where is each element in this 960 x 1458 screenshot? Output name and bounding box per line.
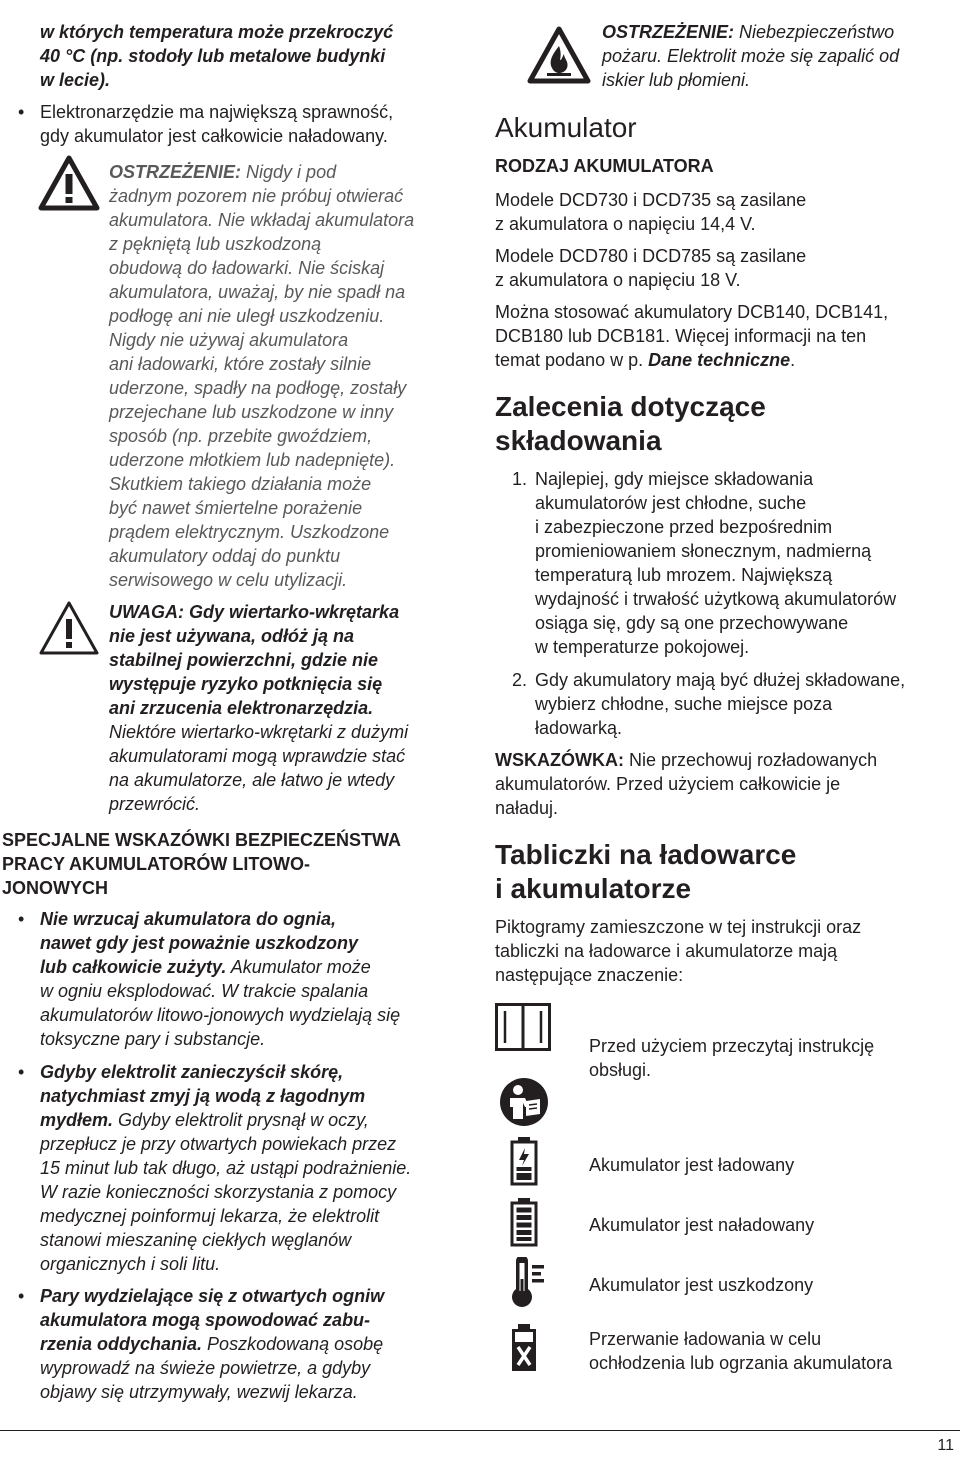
bullet-dot: •	[18, 1062, 25, 1082]
bullet-dot: •	[18, 909, 25, 929]
li-fire: Nie wrzucaj akumulatora do ognia, nawet gdy jest poważnie uszkodzony lub całkowicie zużyty. Akumulator może w ogniu eksplodować. W trakcie spalania akumulatorów litowo-jonowych wydzielają się toksyczne pary i substancje.	[40, 909, 401, 1049]
pictogram-damaged-text: Akumulator jest uszkodzony	[589, 1275, 814, 1295]
page-number: 11	[937, 1437, 954, 1454]
fire-warning-icon	[527, 26, 591, 84]
storage-note: WSKAZÓWKA: Nie przechowuj rozładowanych akumulatorów. Przed użyciem całkowicie je naładuj.	[495, 750, 878, 818]
read-manual-icon	[499, 1077, 549, 1127]
intro-warning-text: w których temperatura może przekroczyć 40 °C (np. stodoły lub metalowe budynki w lecie).	[40, 22, 394, 90]
warning-open-battery: OSTRZEŻENIE: Nigdy i pod żadnym pozorem nie próbuj otwierać akumulatora. Nie wkładaj akumulatora z pękniętą lub uszkodzoną obudową do ładowarki. Nie ściskaj akumulatora, uważaj, by nie spadł na podłogę ani nie uległ uszkodzeniu. Nigdy nie używaj akumulatora ani ładowarki, które zostały silnie uderzone, spadły na podłogę, zostały przejechane lub uszkodzone w inny sposób (np. przebite gwoździem, uderzone młotkiem lub nadepnięte). Skutkiem takiego działania może być nawet śmiertelne porażenie prądem elektrycznym. Uszkodzone akumulatory oddaj do punktu serwisowego w celu utylizacji.	[109, 162, 415, 590]
fire-warning-text: OSTRZEŻENIE: Niebezpieczeństwo pożaru. Elektrolit może się zapalić od iskier lub płomieni.	[602, 22, 900, 90]
li-ion-safety-heading: SPECJALNE WSKAZÓWKI BEZPIECZEŃSTWA PRACY AKUMULATORÓW LITOWO- JONOWYCH	[2, 830, 402, 898]
labels-intro: Piktogramy zamieszczone w tej instrukcji oraz tabliczki na ładowarce i akumulatorze mają następujące znaczenie:	[495, 917, 862, 985]
battery-full-icon	[510, 1197, 538, 1247]
warning-triangle-icon	[38, 155, 100, 211]
paragraph-dcd780: Modele DCD780 i DCD785 są zasilane z akumulatora o napięciu 18 V.	[495, 246, 807, 290]
bullet-dot: •	[18, 102, 25, 122]
storage-heading: Zalecenia dotyczące składowania	[495, 391, 766, 456]
paragraph-dcd730: Modele DCD730 i DCD735 są zasilane z akumulatora o napięciu 14,4 V.	[495, 190, 807, 234]
paragraph-compatible-batteries: Można stosować akumulatory DCB140, DCB141, DCB180 lub DCB181. Więcej informacji na ten temat podano w p. Dane techniczne.	[495, 302, 889, 370]
caution-triangle-icon	[38, 600, 100, 656]
storage-item-1: Najlepiej, gdy miejsce składowania akumulatorów jest chłodne, suche i zabezpieczone przed bezpośrednim promieniowaniem słonecznym, nadmierną temperaturą lub mrozem. Największą wydajność i trwałość użytkową akumulatorów osiąga się, gdy są one przechowywane w temperaturze pokojowej.	[535, 469, 897, 657]
labels-heading: Tabliczki na ładowarce i akumulatorze	[495, 839, 797, 904]
li-fumes: Pary wydzielające się z otwartych ogniw akumulatora mogą spowodować zabu- rzenia oddychania. Poszkodowaną osobę wyprowadź na świeże powietrze, a gdyby objawy się utrzymywały, wezwij lekarza.	[40, 1286, 385, 1402]
bullet-efficiency: Elektronarzędzie ma największą sprawność, gdy akumulator jest całkowicie naładowany.	[40, 102, 394, 146]
list-number: 1.	[512, 469, 528, 489]
pictogram-charging-text: Akumulator jest ładowany	[589, 1155, 795, 1175]
battery-charging-icon	[510, 1136, 538, 1186]
storage-item-2: Gdy akumulatory mają być dłużej składowane, wybierz chłodne, suche miejsce poza ładowarką.	[535, 670, 906, 738]
footer-divider	[0, 1430, 960, 1431]
pictogram-read-manual-text: Przed użyciem przeczytaj instrukcję obsługi.	[589, 1036, 875, 1080]
li-electrolyte: Gdyby elektrolit zanieczyścił skórę, natychmiast zmyj ją wodą z łagodnym mydłem. Gdyby elektrolit prysnął w oczy, przepłucz je przy otwartych powiekach przez 15 minut lub tak długo, aż ustąpi podrażnienie. W razie konieczności skorzystania z pomocy medycznej poinformuj lekarza, że elektrolit stanowi mieszaninę ciekłych węglanów organicznych i soli litu.	[40, 1062, 412, 1274]
battery-type-heading: RODZAJ AKUMULATORA	[495, 156, 714, 176]
caution-unused-drill: UWAGA: Gdy wiertarko-wkrętarka nie jest używana, odłóż ją na stabilnej powierzchni, gdzie nie występuje ryzyko potknięcia się ani zrzucenia elektronarzędzia. Niektóre wiertarko-wkrętarki z dużymi akumulatorami mogą wprawdzie stać na akumulatorze, ale łatwo je wtedy przewrócić.	[109, 602, 409, 814]
pictogram-charged-text: Akumulator jest naładowany	[589, 1215, 815, 1235]
battery-thermometer-icon	[505, 1257, 547, 1309]
battery-x-icon	[510, 1323, 538, 1373]
akumulator-heading: Akumulator	[495, 112, 637, 143]
bullet-dot: •	[18, 1286, 25, 1306]
list-number: 2.	[512, 670, 528, 690]
book-icon	[495, 1003, 551, 1051]
pictogram-pause-text: Przerwanie ładowania w celu ochłodzenia lub ogrzania akumulatora	[589, 1329, 893, 1373]
